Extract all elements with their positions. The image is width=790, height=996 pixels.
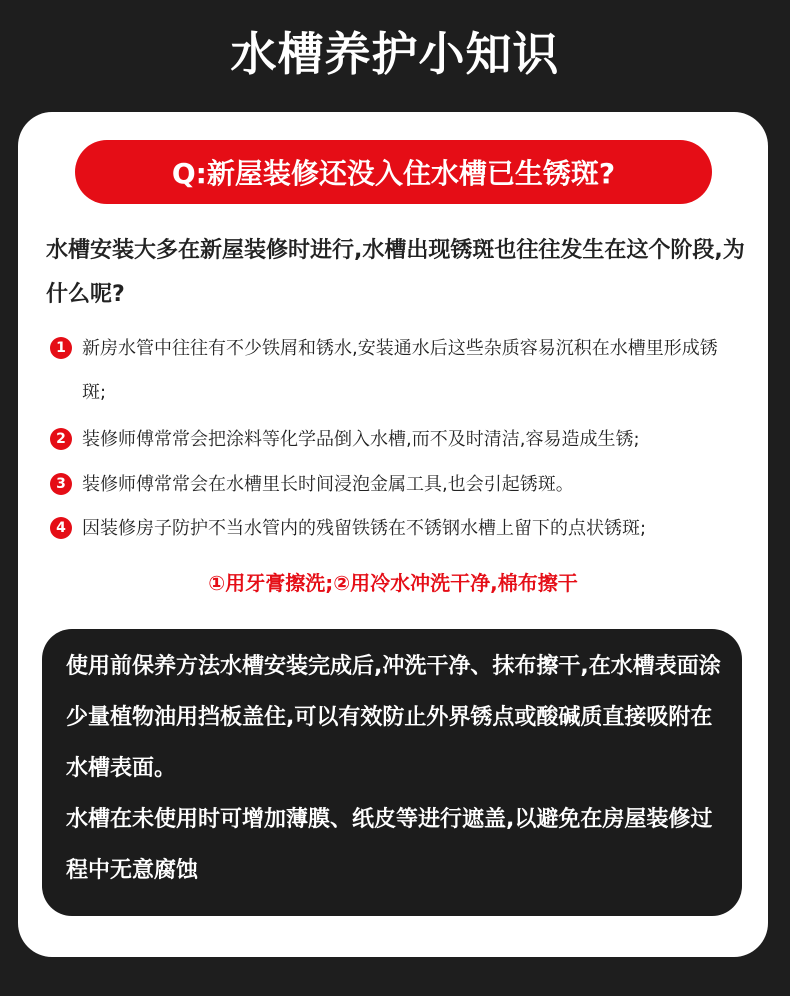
reason-text: 新房水管中往往有不少铁屑和锈水,安装通水后这些杂质容易沉积在水槽里形成锈斑; (82, 338, 718, 403)
reason-item (50, 330, 730, 415)
page-title: 水槽养护小知识 (230, 27, 560, 81)
tip-box (42, 629, 742, 916)
reason-text: 因装修房子防护不当水管内的残留铁锈在不锈钢水槽上留下的点状锈斑; (82, 518, 647, 539)
number-badge-3: 3 (50, 473, 72, 495)
question-banner: Q:新屋装修还没入住水槽已生锈斑? (75, 140, 712, 204)
reason-item (50, 421, 730, 459)
solution-text: ①用牙膏擦洗;②用冷水冲洗干净,棉布擦干 (208, 571, 578, 595)
intro-text: 水槽安装大多在新屋装修时进行,水槽出现锈斑也往往发生在这个阶段,为什么呢? (46, 238, 745, 307)
tip-paragraph: 使用前保养方法水槽安装完成后,冲洗干净、抹布擦干,在水槽表面涂少量植物油用挡板盖住,可以有效防止外界锈点或酸碱质直接吸附在水槽表面。 (66, 654, 721, 781)
content-card (18, 112, 768, 957)
reason-item (50, 466, 730, 504)
reason-item (50, 510, 730, 548)
number-badge-4: 4 (50, 517, 72, 539)
reason-text: 装修师傅常常会把涂料等化学品倒入水槽,而不及时清洁,容易造成生锈; (82, 429, 640, 450)
number-badge-1: 1 (50, 337, 72, 359)
number-badge-2: 2 (50, 428, 72, 450)
tip-paragraph: 水槽在未使用时可增加薄膜、纸皮等进行遮盖,以避免在房屋装修过程中无意腐蚀 (66, 807, 713, 883)
reason-text: 装修师傅常常会在水槽里长时间浸泡金属工具,也会引起锈斑。 (82, 474, 574, 495)
